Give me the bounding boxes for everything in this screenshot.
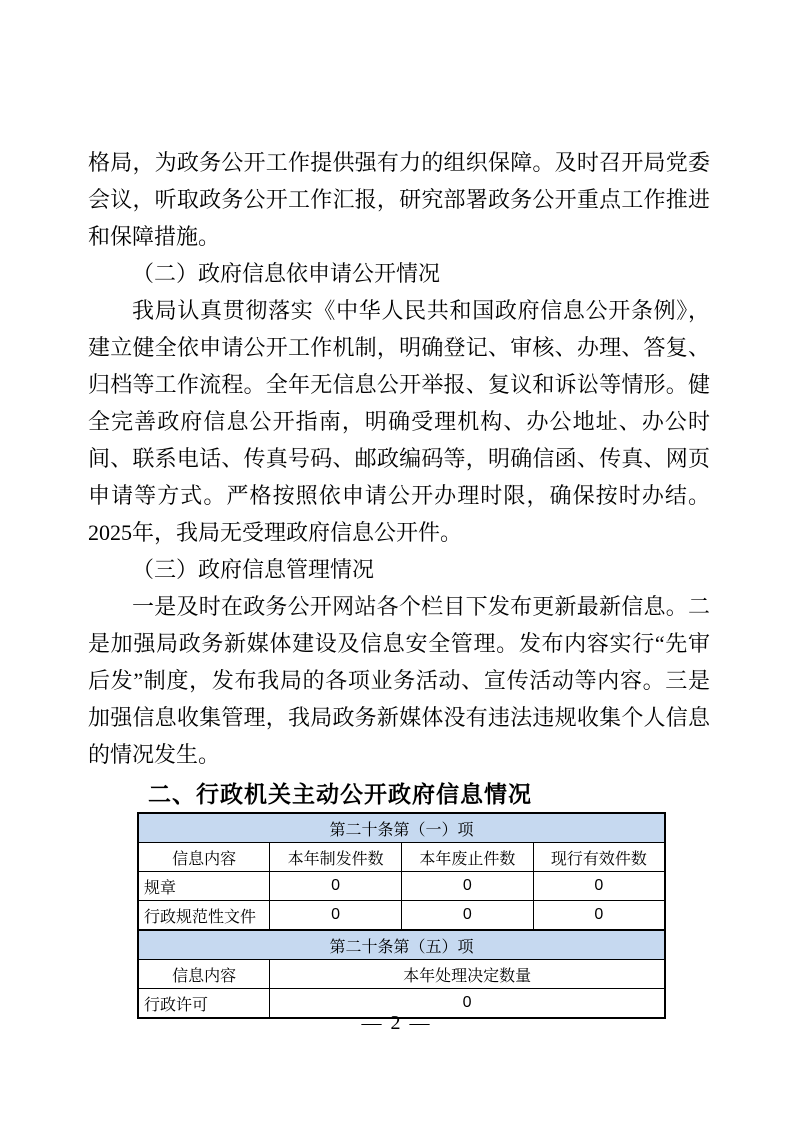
value-cell: 0 (533, 872, 665, 901)
row-label-cell: 行政许可 (138, 989, 270, 1019)
value-cell: 0 (402, 901, 534, 931)
disclosure-table (137, 812, 666, 1019)
table-row (138, 960, 665, 989)
row-label-cell: 行政规范性文件 (138, 901, 270, 931)
table-row (138, 813, 665, 843)
column-header-cell: 信息内容 (138, 843, 270, 872)
column-header-cell: 本年处理决定数量 (270, 960, 665, 989)
subsection-heading-3: （三）政府信息管理情况 (132, 557, 375, 582)
table-part1-title-cell: 第二十条第（一）项 (138, 813, 665, 843)
section-heading: 二、行政机关主动公开政府信息情况 (148, 781, 532, 807)
column-header-cell: 信息内容 (138, 960, 270, 989)
column-header-cell: 本年制发件数 (270, 843, 402, 872)
table-row (138, 901, 665, 931)
value-cell: 0 (402, 872, 534, 901)
body-paragraph: 一是及时在政务公开网站各个栏目下发布更新最新信息。二是加强局政务新媒体建设及信息安全管理。发布内容实行“先审后发”制度，发布我局的各项业务活动、宣传活动等内容。三是加强信息收集管理，我局政务新媒体没有违法违规收集个人信息的情况发生。 (88, 594, 710, 767)
page-number: — 2 — (361, 1012, 432, 1034)
value-cell: 0 (270, 872, 402, 901)
value-cell: 0 (533, 901, 665, 931)
subsection-heading-2: （二）政府信息依申请公开情况 (132, 261, 441, 286)
value-cell: 0 (270, 901, 402, 931)
table-row (138, 843, 665, 872)
value-cell: 0 (270, 989, 665, 1019)
column-header-cell: 现行有效件数 (533, 843, 665, 872)
table-part2-title-cell: 第二十条第（五）项 (138, 930, 665, 960)
column-header-cell: 本年废止件数 (402, 843, 534, 872)
body-paragraph: 格局，为政务公开工作提供强有力的组织保障。及时召开局党委会议，听取政务公开工作汇报，研究部署政务公开重点工作推进和保障措施。 (88, 150, 710, 249)
row-label-cell: 规章 (138, 872, 270, 901)
table-row (138, 872, 665, 901)
body-text (88, 144, 710, 773)
body-paragraph: 我局认真贯彻落实《中华人民共和国政府信息公开条例》，建立健全依申请公开工作机制，明确登记、审核、办理、答复、归档等工作流程。全年无信息公开举报、复议和诉讼等情形。健全完善政府信息公开指南，明确受理机构、办公地址、办公时间、联系电话、传真号码、邮政编码等，明确信函、传真、网页申请等方式。严格按照依申请公开办理时限，确保按时办结。2025年，我局无受理政府信息公开件。 (88, 298, 710, 545)
table-row (138, 930, 665, 960)
